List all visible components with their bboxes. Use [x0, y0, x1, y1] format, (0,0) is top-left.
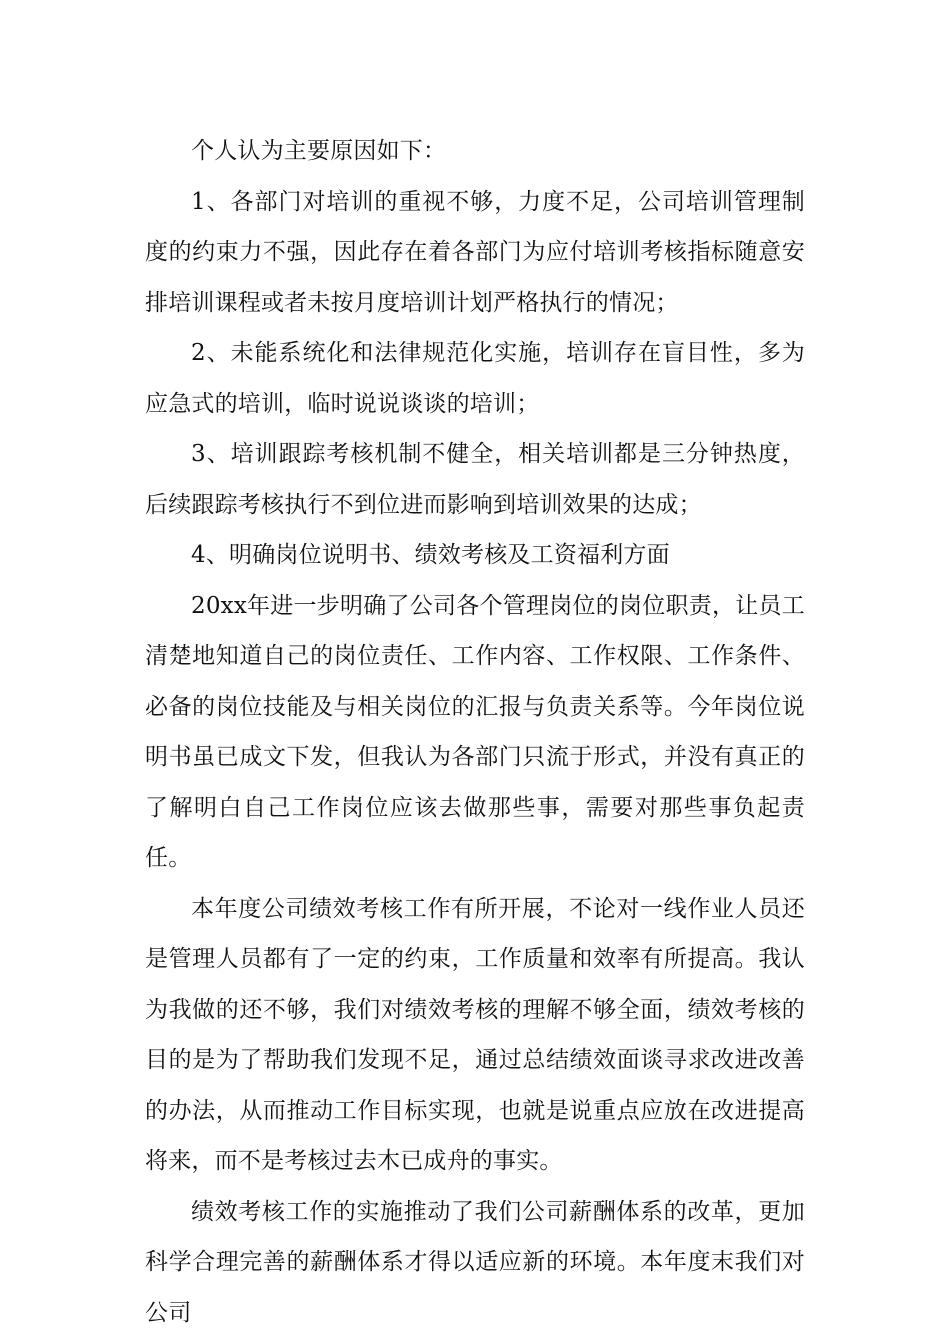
paragraph-job-description: 20xx年进一步明确了公司各个管理岗位的岗位职责，让员工清楚地知道自己的岗位责任、工作内容、工作权限、工作条件、必备的岗位技能及与相关岗位的汇报与负责关系等。今年岗位说明书虽已成文下发，但我认为各部门只流于形式，并没有真正的了解明白自己工作岗位应该去做那些事，需要对那些事负起责任。	[145, 592, 805, 871]
paragraph-section-4-heading: 4、明确岗位说明书、绩效考核及工资福利方面	[191, 542, 670, 568]
paragraph-reason-3: 3、培训跟踪考核机制不健全，相关培训都是三分钟热度，后续跟踪考核执行不到位进而影响到培训效果的达成；	[145, 441, 805, 518]
paragraph-performance-review: 本年度公司绩效考核工作有所开展，不论对一线作业人员还是管理人员都有了一定的约束，工作质量和效率有所提高。我认为我做的还不够，我们对绩效考核的理解不够全面，绩效考核的目的是为了帮助我们发现不足，通过总结绩效面谈寻求改进改善的办法，从而推动工作目标实现，也就是说重点应放在改进提高将来，而不是考核过去木已成舟的事实。	[145, 895, 805, 1174]
paragraph-compensation: 绩效考核工作的实施推动了我们公司薪酬体系的改革，更加科学合理完善的薪酬体系才得以适应新的环境。本年度末我们对公司	[145, 1198, 805, 1326]
document-body	[145, 126, 805, 1338]
paragraph-intro: 个人认为主要原因如下：	[191, 138, 447, 164]
paragraph-reason-2: 2、未能系统化和法律规范化实施，培训存在盲目性，多为应急式的培训，临时说说谈谈的培训；	[145, 340, 805, 417]
paragraph-reason-1: 1、各部门对培训的重视不够，力度不足，公司培训管理制度的约束力不强，因此存在着各部门为应付培训考核指标随意安排培训课程或者未按月度培训计划严格执行的情况；	[145, 188, 805, 316]
